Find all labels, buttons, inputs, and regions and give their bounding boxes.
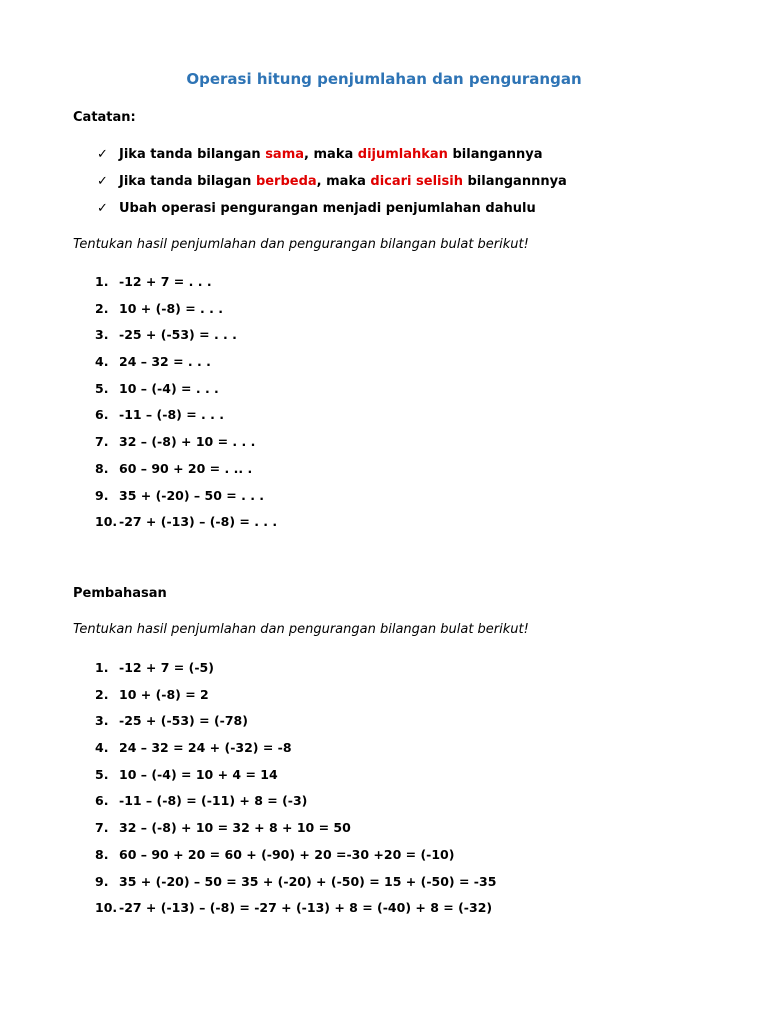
answer-item-number: 7. — [95, 820, 109, 836]
answer-list — [95, 659, 496, 926]
answer-item — [95, 899, 496, 926]
question-item — [95, 406, 277, 433]
question-item-text: -25 + (-53) = . . . — [119, 327, 237, 343]
question-item — [95, 353, 277, 380]
notes-list — [97, 146, 567, 227]
question-item — [95, 326, 277, 353]
answer-item-text: -27 + (-13) – (-8) = -27 + (-13) + 8 = (-40) + 8 = (-32) — [119, 900, 493, 916]
answer-item-number: 10. — [95, 900, 118, 916]
question-item-text: 10 + (-8) = . . . — [119, 300, 224, 316]
question-list — [95, 273, 277, 540]
answer-item-number: 1. — [95, 660, 109, 675]
answer-item — [95, 739, 496, 766]
note-item — [97, 200, 567, 227]
answer-item-text: -11 – (-8) = (-11) + 8 = (-3) — [119, 793, 308, 809]
question-item-text: -11 – (-8) = . . . — [119, 407, 224, 423]
note-item — [97, 173, 567, 200]
question-item — [95, 513, 277, 540]
answer-item-number: 4. — [95, 740, 109, 756]
question-item-text: -12 + 7 = . . . — [119, 274, 212, 289]
answer-item-number: 2. — [95, 686, 109, 702]
question-item-text: -27 + (-13) – (-8) = . . . — [119, 514, 278, 530]
answer-item-text: 10 + (-8) = 2 — [119, 686, 209, 702]
answer-item — [95, 766, 496, 793]
answer-item — [95, 686, 496, 713]
question-item — [95, 380, 277, 407]
question-item-text: 35 + (-20) – 50 = . . . — [119, 487, 265, 503]
question-item-number: 7. — [95, 434, 109, 450]
answer-item-text: 10 – (-4) = 10 + 4 = 14 — [119, 766, 278, 782]
question-item — [95, 433, 277, 460]
question-item-number: 10. — [95, 514, 118, 530]
page-title: Operasi hitung penjumlahan dan pengurangan — [186, 70, 582, 88]
answer-item-text: 35 + (-20) – 50 = 35 + (-20) + (-50) = 15 + (-50) = -35 — [119, 873, 497, 889]
question-item-number: 9. — [95, 487, 109, 503]
notes-label: Catatan: — [73, 110, 136, 125]
answer-item — [95, 846, 496, 873]
answer-item — [95, 792, 496, 819]
answer-item-text: -12 + 7 = (-5) — [119, 660, 214, 675]
checkmark-icon: ✓ — [97, 147, 108, 162]
question-item-text: 60 – 90 + 20 = . .. . — [119, 460, 253, 476]
question-item-number: 8. — [95, 460, 109, 476]
question-item — [95, 460, 277, 487]
answer-item-number: 9. — [95, 873, 109, 889]
answer-item — [95, 819, 496, 846]
question-item — [95, 487, 277, 514]
question-item-number: 2. — [95, 300, 109, 316]
answer-item — [95, 659, 496, 686]
question-item-text: 32 – (-8) + 10 = . . . — [119, 434, 256, 450]
question-item-text: 24 – 32 = . . . — [119, 354, 211, 370]
answer-item-number: 8. — [95, 846, 109, 862]
question-item-number: 3. — [95, 327, 109, 343]
question-item — [95, 300, 277, 327]
question-item-number: 1. — [95, 274, 109, 289]
answer-item-text: 24 – 32 = 24 + (-32) = -8 — [119, 740, 292, 756]
instruction-text: Tentukan hasil penjumlahan dan pengurangan bilangan bulat berikut! — [73, 237, 529, 252]
question-item-number: 4. — [95, 354, 109, 370]
question-item — [95, 273, 277, 300]
note-item — [97, 146, 567, 173]
discussion-instruction: Tentukan hasil penjumlahan dan pengurangan bilangan bulat berikut! — [73, 622, 529, 637]
checkmark-icon: ✓ — [97, 201, 108, 216]
answer-item-text: 60 – 90 + 20 = 60 + (-90) + 20 =-30 +20 = (-10) — [119, 846, 455, 862]
question-item-number: 5. — [95, 380, 109, 396]
answer-item — [95, 873, 496, 900]
answer-item-number: 6. — [95, 793, 109, 809]
answer-item-text: 32 – (-8) + 10 = 32 + 8 + 10 = 50 — [119, 820, 351, 836]
question-item-number: 6. — [95, 407, 109, 423]
answer-item — [95, 712, 496, 739]
answer-item-text: -25 + (-53) = (-78) — [119, 713, 248, 729]
note-text: Jika tanda bilagan berbeda, maka dicari selisih bilangannnya — [119, 174, 567, 189]
checkmark-icon: ✓ — [97, 174, 108, 189]
note-text: Ubah operasi pengurangan menjadi penjumlahan dahulu — [119, 201, 536, 216]
discussion-label: Pembahasan — [73, 586, 167, 601]
answer-item-number: 5. — [95, 766, 109, 782]
note-text: Jika tanda bilangan sama, maka dijumlahkan bilangannya — [119, 147, 543, 162]
question-item-text: 10 – (-4) = . . . — [119, 380, 219, 396]
answer-item-number: 3. — [95, 713, 109, 729]
